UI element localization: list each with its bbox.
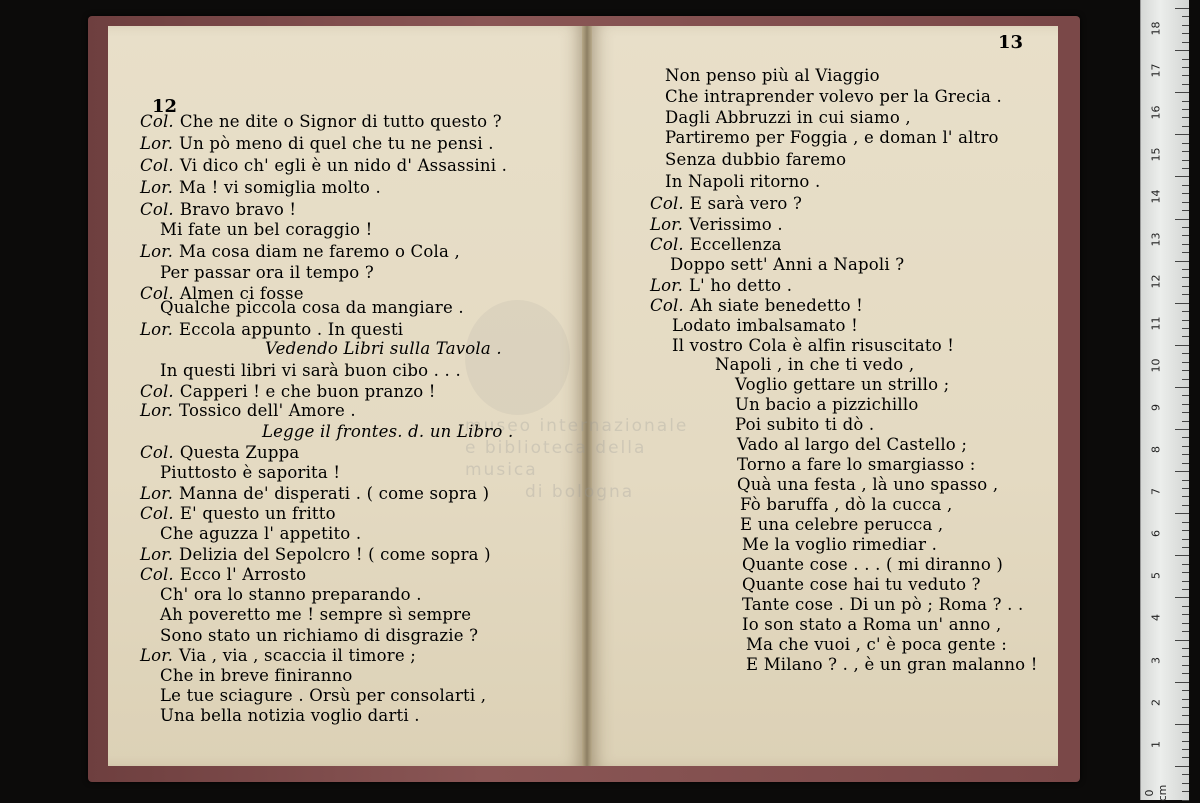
text-line	[650, 276, 792, 296]
ruler-tick	[1182, 606, 1189, 607]
verse-text: Dagli Abbruzzi in cui siamo ,	[665, 108, 911, 127]
verse-text: Fò baruffa , dò la cucca ,	[740, 495, 953, 514]
measuring-ruler	[1140, 0, 1189, 800]
text-line	[140, 320, 403, 340]
text-line	[665, 128, 999, 148]
watermark-line: di bologna	[525, 482, 635, 502]
text-line	[160, 220, 372, 240]
verse-text: E una celebre perucca ,	[740, 515, 944, 534]
ruler-tick	[1182, 252, 1189, 253]
ruler-tick	[1182, 547, 1189, 548]
text-line	[140, 242, 460, 262]
ruler-tick	[1182, 84, 1189, 85]
text-line	[650, 296, 863, 316]
verse-text: Ma ! vi somiglia molto .	[179, 178, 381, 197]
ruler-tick	[1182, 42, 1189, 43]
ruler-tick	[1175, 219, 1189, 220]
ruler-tick	[1182, 168, 1189, 169]
verse-text: In Napoli ritorno .	[665, 172, 821, 191]
text-line	[140, 484, 489, 504]
text-line	[665, 172, 820, 192]
ruler-tick	[1182, 379, 1189, 380]
ruler-tick	[1182, 16, 1189, 17]
verse-text: Voglio gettare un strillo ;	[735, 375, 950, 394]
speaker-label: Lor.	[140, 134, 174, 153]
ruler-tick	[1182, 732, 1189, 733]
text-line	[160, 686, 486, 706]
text-line	[737, 475, 998, 495]
ruler-tick	[1175, 766, 1189, 767]
verse-text: Che intraprender volevo per la Grecia .	[665, 87, 1002, 106]
ruler-tick	[1182, 404, 1189, 405]
ruler-tick	[1182, 202, 1189, 203]
speaker-label: Col.	[140, 112, 174, 131]
text-line	[746, 655, 1038, 675]
ruler-tick	[1182, 496, 1189, 497]
verse-text: Ah poveretto me ! sempre sì sempre	[160, 605, 472, 624]
text-line	[672, 336, 954, 356]
text-line	[140, 401, 356, 421]
ruler-label: 7	[1149, 488, 1163, 496]
verse-text: L' ho detto .	[689, 276, 793, 295]
text-line	[140, 178, 381, 198]
speaker-label: Lor.	[140, 320, 174, 339]
ruler-tick	[1182, 539, 1189, 540]
verse-text: Quà una festa , là uno spasso ,	[737, 475, 999, 494]
verse-text: Io son stato a Roma un' anno ,	[742, 615, 1002, 634]
ruler-tick	[1182, 109, 1189, 110]
text-line	[737, 435, 967, 455]
ruler-tick	[1182, 488, 1189, 489]
verse-text: Quante cose hai tu veduto ?	[742, 575, 981, 594]
verse-text: Eccola appunto . In questi	[179, 320, 404, 339]
ruler-tick	[1175, 724, 1189, 725]
ruler-tick	[1182, 581, 1189, 582]
ruler-tick	[1182, 101, 1189, 102]
text-line	[265, 339, 502, 359]
ruler-tick	[1182, 160, 1189, 161]
text-line	[160, 626, 478, 646]
ruler-tick	[1182, 623, 1189, 624]
text-line	[737, 455, 976, 475]
ruler-label: 13	[1149, 232, 1163, 247]
ruler-tick	[1175, 387, 1189, 388]
verse-text: Ma che vuoi , c' è poca gente :	[746, 635, 1007, 654]
ruler-tick	[1182, 699, 1189, 700]
ruler-tick	[1182, 665, 1189, 666]
ruler-label: 3	[1149, 656, 1163, 664]
text-line	[650, 235, 782, 255]
ruler-label: 14	[1149, 189, 1163, 204]
verse-text: Manna de' disperati . ( come sopra )	[179, 484, 490, 503]
speaker-label: Col.	[650, 235, 684, 254]
ruler-label: 6	[1149, 530, 1163, 538]
verse-text: Ch' ora lo stanno preparando .	[160, 585, 422, 604]
stage-direction: Legge il frontes. d. un Libro .	[262, 422, 514, 441]
text-line	[740, 515, 943, 535]
verse-text: Quante cose . . . ( mi diranno )	[742, 555, 1004, 574]
verse-text: Doppo sett' Anni a Napoli ?	[670, 255, 905, 274]
ruler-tick	[1175, 471, 1189, 472]
ruler-tick	[1182, 463, 1189, 464]
speaker-label: Col.	[140, 504, 174, 523]
verse-text: Per passar ora il tempo ?	[160, 263, 374, 282]
speaker-label: Lor.	[140, 484, 174, 503]
verse-text: Che aguzza l' appetito .	[160, 524, 362, 543]
verse-text: Che ne dite o Signor di tutto questo ?	[179, 112, 502, 131]
verse-text: Sono stato un richiamo di disgrazie ?	[160, 626, 479, 645]
verse-text: Partiremo per Foggia , e doman l' altro	[665, 128, 999, 147]
ruler-tick	[1182, 791, 1189, 792]
ruler-tick	[1175, 92, 1189, 93]
text-line	[672, 316, 858, 336]
ruler-tick	[1182, 244, 1189, 245]
ruler-tick	[1182, 690, 1189, 691]
verse-text: Un pò meno di quel che tu ne pensi .	[179, 134, 494, 153]
verse-text: Napoli , in che ti vedo ,	[715, 355, 915, 374]
ruler-tick	[1182, 673, 1189, 674]
text-line	[670, 255, 904, 275]
speaker-label: Col.	[140, 200, 174, 219]
verse-text: Questa Zuppa	[179, 443, 300, 462]
text-line	[160, 585, 422, 605]
verse-text: Poi subito ti dò .	[735, 415, 875, 434]
text-line	[160, 524, 361, 544]
ruler-tick	[1182, 286, 1189, 287]
verse-text: Via , via , scaccia il timore ;	[179, 646, 416, 665]
verse-text: E' questo un fritto	[179, 504, 336, 523]
ruler-label: 4	[1149, 614, 1163, 622]
ruler-tick	[1182, 648, 1189, 649]
speaker-label: Col.	[140, 382, 174, 401]
ruler-label: 1	[1149, 740, 1163, 748]
ruler-tick	[1182, 117, 1189, 118]
speaker-label: Lor.	[140, 242, 174, 261]
verse-text: Non penso più al Viaggio	[665, 66, 880, 85]
verse-text: Delizia del Sepolcro ! ( come sopra )	[179, 545, 491, 564]
ruler-tick	[1175, 8, 1189, 9]
text-line	[160, 361, 461, 381]
text-line	[742, 595, 1023, 615]
text-line	[746, 635, 1007, 655]
ruler-tick	[1182, 336, 1189, 337]
ruler-tick	[1182, 25, 1189, 26]
text-line	[160, 463, 340, 483]
text-line	[665, 66, 880, 86]
text-line	[715, 355, 914, 375]
verse-text: Ah siate benedetto !	[689, 296, 864, 315]
ruler-label: 16	[1149, 105, 1163, 120]
ruler-tick	[1182, 311, 1189, 312]
ruler-tick	[1182, 741, 1189, 742]
speaker-label: Lor.	[650, 215, 684, 234]
text-line	[140, 382, 436, 402]
ruler-tick	[1175, 176, 1189, 177]
ruler-tick	[1182, 564, 1189, 565]
speaker-label: Col.	[650, 296, 684, 315]
text-line	[140, 443, 299, 463]
ruler-tick	[1182, 294, 1189, 295]
verse-text: Lodato imbalsamato !	[672, 316, 858, 335]
speaker-label: Lor.	[140, 401, 174, 420]
ruler-tick	[1175, 513, 1189, 514]
verse-text: Mi fate un bel coraggio !	[160, 220, 373, 239]
ruler-tick	[1182, 715, 1189, 716]
ruler-tick	[1182, 126, 1189, 127]
text-line	[140, 112, 502, 132]
text-line	[140, 646, 416, 666]
verse-text: Il vostro Cola è alfin risuscitato !	[672, 336, 955, 355]
text-line	[140, 134, 494, 154]
text-line	[140, 200, 296, 220]
ruler-tick	[1175, 134, 1189, 135]
ruler-tick	[1182, 75, 1189, 76]
verse-text: Piuttosto è saporita !	[160, 463, 341, 482]
ruler-tick	[1182, 437, 1189, 438]
ruler-tick	[1182, 185, 1189, 186]
ruler-label: 2	[1149, 698, 1163, 706]
text-line	[160, 706, 420, 726]
ruler-tick	[1175, 555, 1189, 556]
ruler-tick	[1182, 193, 1189, 194]
verse-text: Tossico dell' Amore .	[179, 401, 356, 420]
verse-text: Vado al largo del Castello ;	[737, 435, 968, 454]
ruler-label: 9	[1149, 403, 1163, 411]
text-line	[160, 666, 353, 686]
ruler-tick	[1182, 446, 1189, 447]
ruler-label: 15	[1149, 147, 1163, 162]
ruler-label: 5	[1149, 572, 1163, 580]
ruler-tick	[1182, 67, 1189, 68]
speaker-label: Col.	[140, 156, 174, 175]
text-line	[160, 263, 374, 283]
ruler-tick	[1182, 572, 1189, 573]
text-line	[742, 535, 937, 555]
ruler-label: 12	[1149, 274, 1163, 289]
text-line	[140, 156, 507, 176]
ruler-tick	[1182, 707, 1189, 708]
ruler-tick	[1182, 421, 1189, 422]
text-line	[742, 555, 1003, 575]
ruler-tick	[1182, 774, 1189, 775]
speaker-label: Lor.	[140, 545, 174, 564]
ruler-tick	[1175, 640, 1189, 641]
ruler-tick	[1182, 656, 1189, 657]
text-line	[262, 422, 513, 442]
speaker-label: Lor.	[140, 646, 174, 665]
speaker-label: Col.	[650, 194, 684, 213]
ruler-tick	[1182, 749, 1189, 750]
verse-text: Qualche piccola cosa da mangiare .	[160, 298, 464, 317]
text-line	[160, 298, 464, 318]
ruler-tick	[1182, 269, 1189, 270]
verse-text: Bravo bravo !	[179, 200, 297, 219]
ruler-tick	[1182, 59, 1189, 60]
text-line	[665, 108, 911, 128]
ruler-tick	[1175, 345, 1189, 346]
ruler-tick	[1182, 33, 1189, 34]
ruler-tick	[1182, 362, 1189, 363]
text-line	[650, 215, 783, 235]
speaker-label: Col.	[140, 284, 174, 303]
ruler-tick	[1182, 395, 1189, 396]
text-line	[665, 87, 1002, 107]
ruler-label: 11	[1149, 316, 1163, 331]
ruler-tick	[1182, 151, 1189, 152]
text-line	[665, 150, 846, 170]
ruler-tick	[1182, 370, 1189, 371]
ruler-tick	[1182, 589, 1189, 590]
verse-text: Tante cose . Di un pò ; Roma ? . .	[742, 595, 1024, 614]
verse-text: E sarà vero ?	[689, 194, 803, 213]
text-line	[160, 605, 471, 625]
ruler-tick	[1182, 277, 1189, 278]
text-line	[735, 415, 874, 435]
ruler-tick	[1182, 783, 1189, 784]
ruler-tick	[1182, 353, 1189, 354]
ruler-tick	[1182, 227, 1189, 228]
watermark-line: museo internazionale	[465, 416, 689, 436]
text-line	[140, 565, 306, 585]
ruler-tick	[1182, 320, 1189, 321]
ruler-label: 17	[1149, 63, 1163, 78]
verse-text: Me la voglio rimediar .	[742, 535, 938, 554]
speaker-label: Col.	[140, 443, 174, 462]
speaker-label: Lor.	[650, 276, 684, 295]
ruler-tick	[1182, 631, 1189, 632]
verse-text: Vi dico ch' egli è un nido d' Assassini .	[179, 156, 508, 175]
ruler-tick	[1182, 757, 1189, 758]
ruler-label: 8	[1149, 446, 1163, 454]
verse-text: Capperi ! e che buon pranzo !	[179, 382, 436, 401]
verse-text: Torno a fare lo smargiasso :	[737, 455, 976, 474]
text-line	[742, 575, 981, 595]
verse-text: E Milano ? . , è un gran malanno !	[746, 655, 1038, 674]
verse-text: In questi libri vi sarà buon cibo . . .	[160, 361, 461, 380]
verse-text: Verissimo .	[689, 215, 783, 234]
verse-text: Un bacio a pizzichillo	[735, 395, 919, 414]
text-line	[735, 395, 919, 415]
text-line	[140, 545, 491, 565]
ruler-tick	[1182, 530, 1189, 531]
ruler-tick	[1182, 614, 1189, 615]
ruler-label: 18	[1149, 21, 1163, 36]
ruler-tick	[1182, 480, 1189, 481]
text-line	[742, 615, 1001, 635]
ruler-tick	[1175, 303, 1189, 304]
watermark-line: e biblioteca della musica	[465, 438, 647, 480]
verse-text: Senza dubbio faremo	[665, 150, 847, 169]
text-line	[140, 504, 336, 524]
verse-text: Che in breve finiranno	[160, 666, 353, 685]
ruler-tick	[1182, 505, 1189, 506]
ruler-tick	[1175, 429, 1189, 430]
ruler-label: 0 cm	[1143, 784, 1169, 802]
text-line	[650, 194, 802, 214]
ruler-tick	[1182, 143, 1189, 144]
page-number-right: 13	[998, 32, 1024, 53]
ruler-tick	[1182, 328, 1189, 329]
speaker-label: Col.	[140, 565, 174, 584]
text-line	[740, 495, 952, 515]
ruler-tick	[1182, 235, 1189, 236]
ruler-tick	[1182, 210, 1189, 211]
ruler-tick	[1175, 597, 1189, 598]
verse-text: Eccellenza	[689, 235, 782, 254]
speaker-label: Lor.	[140, 178, 174, 197]
verse-text: Almen ci fosse	[179, 284, 304, 303]
verse-text: Le tue sciagure . Orsù per consolarti ,	[160, 686, 487, 705]
book-gutter	[582, 26, 592, 766]
ruler-tick	[1175, 50, 1189, 51]
ruler-label: 10	[1149, 358, 1163, 373]
verse-text: Ma cosa diam ne faremo o Cola ,	[179, 242, 460, 261]
stage-direction: Vedendo Libri sulla Tavola .	[265, 339, 502, 358]
ruler-tick	[1182, 522, 1189, 523]
verse-text: Una bella notizia voglio darti .	[160, 706, 420, 725]
text-line	[735, 375, 949, 395]
ruler-tick	[1175, 261, 1189, 262]
ruler-tick	[1182, 454, 1189, 455]
verse-text: Ecco l' Arrosto	[179, 565, 307, 584]
ruler-tick	[1175, 682, 1189, 683]
ruler-tick	[1182, 412, 1189, 413]
page-number-left: 12	[152, 96, 178, 117]
